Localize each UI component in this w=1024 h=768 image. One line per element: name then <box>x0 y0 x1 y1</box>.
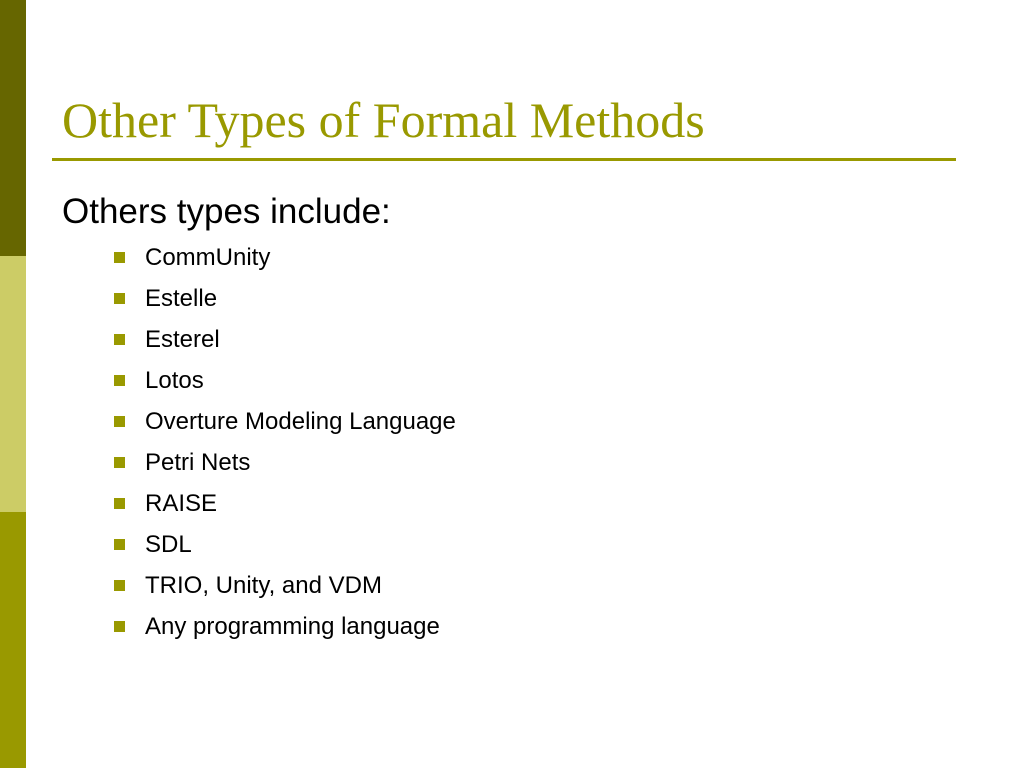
square-bullet-icon <box>114 334 125 345</box>
intro-text: Others types include: <box>62 192 391 231</box>
list-item <box>114 606 456 647</box>
list-item-text: RAISE <box>145 489 218 517</box>
square-bullet-icon <box>114 457 125 468</box>
square-bullet-icon <box>114 416 125 427</box>
sidebar-accent <box>0 0 26 768</box>
list-item <box>114 319 456 360</box>
bullet-list <box>114 237 456 647</box>
title-underline <box>52 158 956 161</box>
list-item <box>114 401 456 442</box>
list-item-text: TRIO, Unity, and VDM <box>145 571 382 599</box>
list-item-text: Esterel <box>145 325 220 353</box>
list-item-text: SDL <box>145 530 192 558</box>
list-item-text: CommUnity <box>145 243 271 271</box>
square-bullet-icon <box>114 498 125 509</box>
square-bullet-icon <box>114 621 125 632</box>
sidebar-segment-middle <box>0 256 26 512</box>
square-bullet-icon <box>114 539 125 550</box>
list-item <box>114 360 456 401</box>
list-item <box>114 524 456 565</box>
list-item <box>114 442 456 483</box>
list-item <box>114 278 456 319</box>
list-item-text: Petri Nets <box>145 448 251 476</box>
list-item-text: Any programming language <box>145 612 440 640</box>
square-bullet-icon <box>114 580 125 591</box>
list-item-text: Estelle <box>145 284 218 312</box>
square-bullet-icon <box>114 252 125 263</box>
sidebar-segment-bottom <box>0 512 26 768</box>
list-item <box>114 483 456 524</box>
list-item-text: Lotos <box>145 366 204 394</box>
list-item <box>114 565 456 606</box>
sidebar-segment-top <box>0 0 26 256</box>
slide-title: Other Types of Formal Methods <box>62 92 705 148</box>
list-item-text: Overture Modeling Language <box>145 407 456 435</box>
square-bullet-icon <box>114 293 125 304</box>
square-bullet-icon <box>114 375 125 386</box>
list-item <box>114 237 456 278</box>
